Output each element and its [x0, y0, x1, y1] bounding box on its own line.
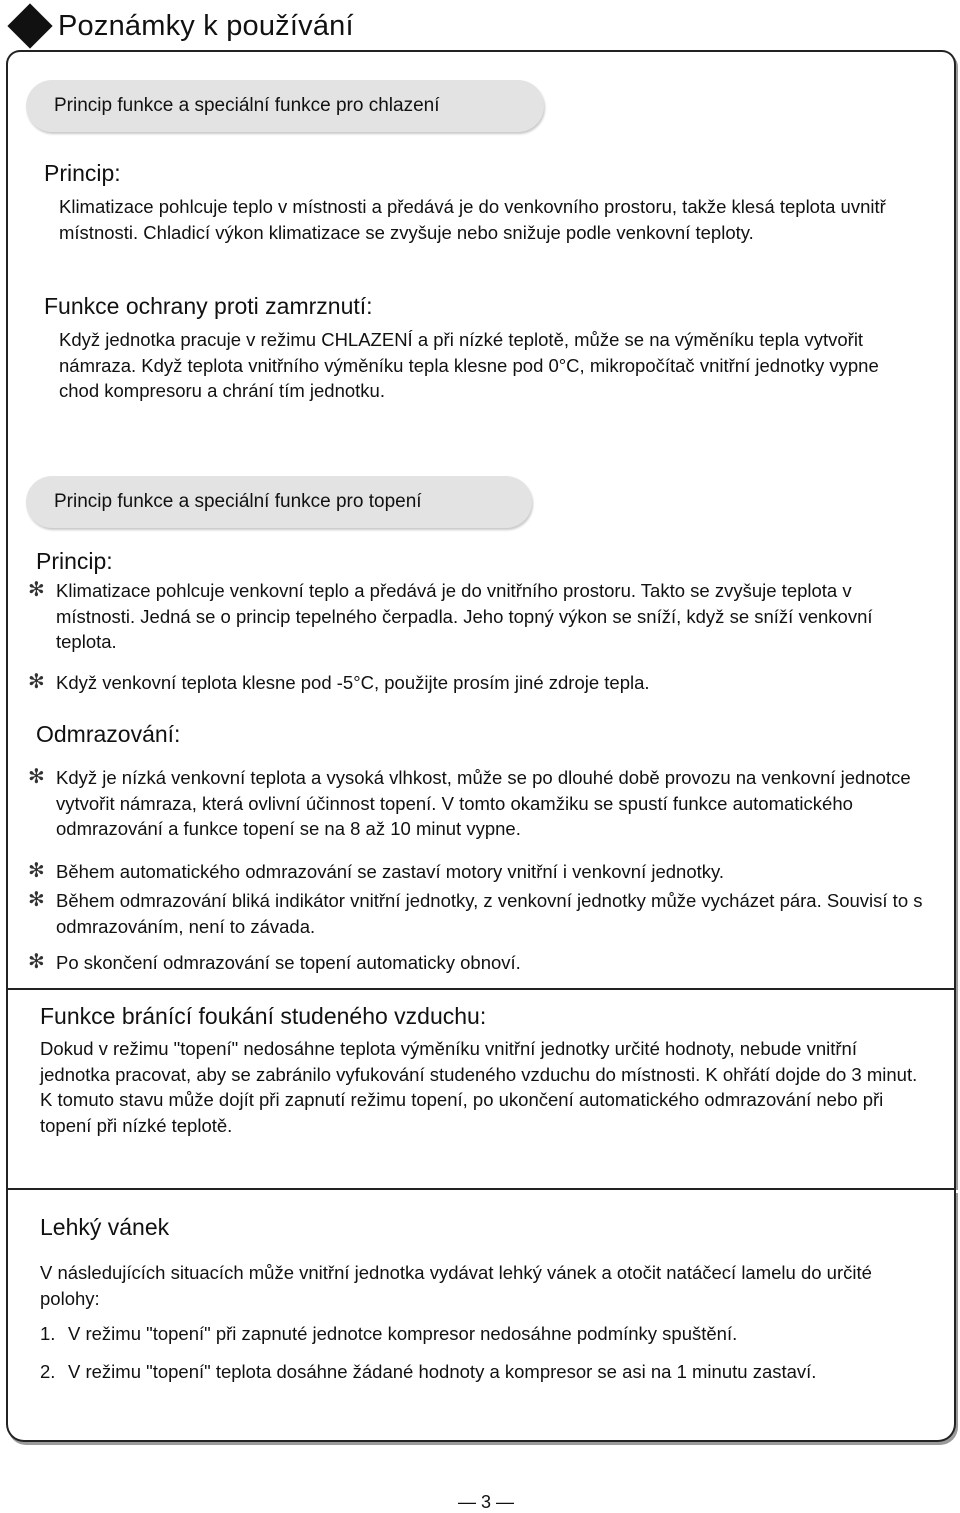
bullet-text: Klimatizace pohlcuje venkovní teplo a předává je do vnitřního prostoru. Takto se zvyšuje teplota v místnosti. Jedná se o princip tepelného čerpadla. Jeho topný výkon se sníží, když se sníží venkovní teplota.: [56, 580, 873, 652]
defrost-bullet-2: [28, 859, 928, 885]
cooling-principle-text: Klimatizace pohlcuje teplo v místnosti a předává je do venkovního prostoru, takže klesá teplota uvnitř místnosti. Chladicí výkon klimatizace se zvyšuje nebo snižuje podle venkovní teploty.: [59, 196, 886, 243]
breeze-intro: V následujících situacích může vnitřní jednotka vydávat lehký vánek a otočit natáčecí lamelu do určité polohy:: [40, 1262, 872, 1309]
list-number: 2.: [40, 1361, 56, 1382]
bullet-text: Během automatického odmrazování se zastaví motory vnitřní i venkovní jednotky.: [56, 861, 725, 882]
cold-air-heading: Funkce bránící foukání studeného vzduchu:: [40, 1003, 487, 1029]
breeze-item-1: [40, 1321, 920, 1347]
list-item-text: V režimu "topení" při zapnuté jednotce kompresor nedosáhne podmínky spuštění.: [68, 1323, 738, 1344]
breeze-heading: Lehký vánek: [40, 1214, 170, 1240]
defrost-bullet-4: [28, 950, 928, 976]
defrost-heading: Odmrazování:: [36, 721, 181, 747]
cold-air-text: Dokud v režimu "topení" nedosáhne teplota výměníku vnitřní jednotky určité hodnoty, nebude vnitřní jednotka pracovat, aby se zabránilo vyfukování studeného vzduchu do místnosti. K ohřátí dojde do 3 minut. K tomuto stavu může dojít při zapnutí režimu topení, po ukončení automatického odmrazování nebo při topení při nízké teplotě.: [40, 1038, 918, 1136]
bullet-text: Po skončení odmrazování se topení automaticky obnoví.: [56, 952, 521, 973]
bullet-text: Když venkovní teplota klesne pod -5°C, použijte prosím jiné zdroje tepla.: [56, 672, 650, 693]
asterisk-bullet-icon: ✻: [28, 951, 45, 973]
page-header: [6, 0, 354, 52]
heating-section-pill: Princip funkce a speciální funkce pro topení: [26, 476, 532, 528]
bullet-text: Když je nízká venkovní teplota a vysoká vlhkost, může se po dlouhé době provozu na venkovní jednotce vytvořit námraza, která ovlivní účinnost topení. V tomto okamžiku se spustí funkce automatického odmrazování a funkce topení se na 8 až 10 minut vypne.: [56, 767, 911, 839]
asterisk-bullet-icon: ✻: [28, 889, 45, 911]
page-number-dash-right: —: [496, 1492, 515, 1512]
cooling-principle-heading: Princip:: [44, 160, 121, 186]
heating-principle-heading: Princip:: [36, 548, 113, 574]
heating-principle-bullet-1: [28, 578, 928, 655]
list-number: 1.: [40, 1323, 56, 1344]
defrost-bullet-3: [28, 888, 928, 939]
page-number: [458, 1492, 514, 1513]
defrost-bullet-1: [28, 765, 928, 842]
page-title: Poznámky k používání: [58, 9, 354, 42]
diamond-bullet-icon: [7, 3, 52, 48]
list-item-text: V režimu "topení" teplota dosáhne žádané hodnoty a kompresor se asi na 1 minutu zastaví.: [68, 1361, 817, 1382]
page-number-dash-left: —: [458, 1492, 476, 1512]
page-number-value: 3: [481, 1492, 492, 1512]
asterisk-bullet-icon: ✻: [28, 860, 45, 882]
freeze-protection-heading: Funkce ochrany proti zamrznutí:: [44, 293, 373, 319]
freeze-protection-text: Když jednotka pracuje v režimu CHLAZENÍ a při nízké teplotě, může se na výměníku tepla vytvořit námraza. Když teplota vnitřního výměníku tepla klesne pod 0°C, mikropočítač vnitřní jednotky vypne chod kompresoru a chrání tím jednotku.: [59, 329, 879, 401]
breeze-item-2: [40, 1359, 880, 1385]
cooling-section-pill: Princip funkce a speciální funkce pro chlazení: [26, 80, 544, 132]
bullet-text: Během odmrazování bliká indikátor vnitřní jednotky, z venkovní jednotky může vycházet pára. Souvisí to s odmrazováním, není to závada.: [56, 890, 923, 937]
heating-principle-bullet-2: [28, 670, 928, 696]
asterisk-bullet-icon: ✻: [28, 671, 45, 693]
asterisk-bullet-icon: ✻: [28, 579, 45, 601]
asterisk-bullet-icon: ✻: [28, 766, 45, 788]
